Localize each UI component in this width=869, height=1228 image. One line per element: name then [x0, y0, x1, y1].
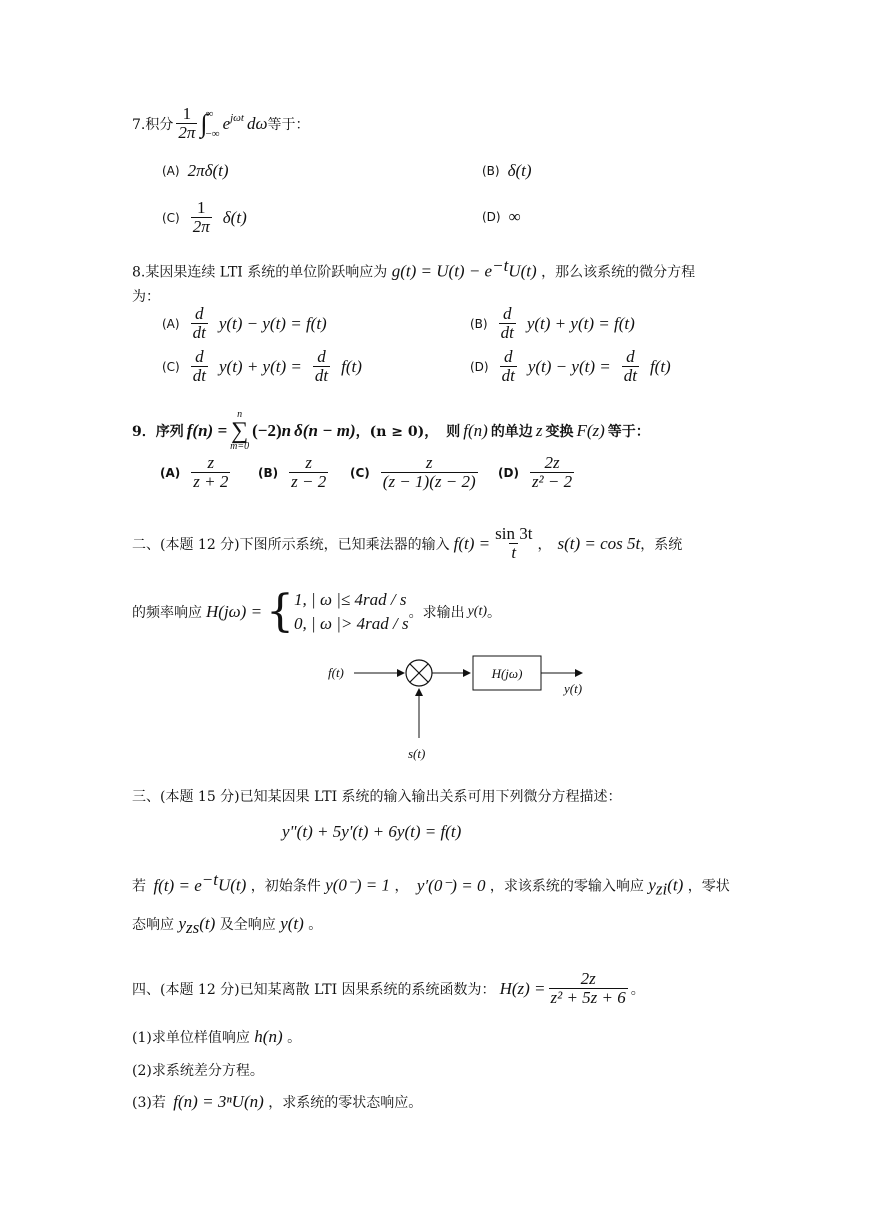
q7-integral-sign: ∫ [200, 108, 208, 138]
q8-option-c[interactable]: (C) $\frac{d}{dt}$ y(t) + y(t) = $\frac{d}{dt}$ f(t) [162, 347, 362, 385]
q9-option-b[interactable]: (B) $\frac{z}{z - 2}$ [258, 453, 327, 491]
s2-frequency-response: 的频率响应 H(jω) = { 1, | ω |≤ 4rad / s 0, | ω |> 4rad / s 。求输出 y(t) 。 [132, 586, 502, 637]
q8-question: 8.某因果连续 LTI 系统的单位阶跃响应为 $g(t) = U(t) - e^{-t}U(t)$ ，那么该系统的微分方程 [132, 256, 696, 281]
diagram-carrier-label: s(t) [408, 746, 426, 761]
block-diagram [320, 650, 600, 765]
s4-item-2: (2)求系统差分方程。 [132, 1063, 264, 1079]
s2-question: 二、(本题 12 分)下图所示系统，已知乘法器的输入 f(t) = $\frac{\sin 3t}{t}$ ， s(t) = cos 5t ，系统 [132, 524, 683, 562]
s3-line2: 态响应 $y_{zs}(t)$ 及全响应 y(t) 。 [132, 914, 323, 937]
q8-option-b[interactable]: (B) $\frac{d}{dt}$ y(t) + y(t) = f(t) [470, 304, 635, 342]
q9-option-c[interactable]: (C) $\frac{z}{(z - 1)(z - 2)}$ [350, 453, 476, 491]
q8-question-line2: 为： [132, 289, 160, 305]
q9-option-a[interactable]: (A) $\frac{z}{z + 2}$ [160, 453, 229, 491]
q8-option-a[interactable]: (A) $\frac{d}{dt}$ y(t) − y(t) = f(t) [162, 304, 327, 342]
q7-fraction: $\frac{1}{2\pi}$ [178, 104, 196, 142]
q9-option-d[interactable]: (D) $\frac{2z}{\text{z² − 2}}$ [498, 453, 573, 491]
diagram-input-label: f(t) [328, 665, 344, 680]
s3-equation: y"(t) + 5y'(t) + 6y(t) = f(t) [282, 822, 462, 841]
q7-option-d[interactable]: (D) ∞ [482, 207, 521, 226]
s3-conditions: 若 $f(t) = e^{-t}U(t)$ ，初始条件 y(0⁻) = 1 ， y′(0⁻) = 0 ，求该系统的零输入响应 $y_{zi}(t)$ ，零状 [132, 870, 730, 899]
q7-integrand: e [222, 113, 231, 133]
q7-upper-limit: ∞ [205, 107, 214, 120]
s4-item-3: (3)若 f(n) = 3ⁿU(n) ，求系统的零状态响应。 [132, 1092, 423, 1111]
diagram-output-label: y(t) [564, 681, 583, 696]
q8-step-response: g(t) = U(t) − e [391, 261, 493, 281]
filter-block-label: H(jω) [491, 666, 523, 681]
q7-question [132, 105, 310, 142]
q7-suffix: 等于： [267, 116, 310, 133]
q7-exponent: jωt [230, 111, 244, 124]
s4-item-1: (1)求单位样值响应 h(n) 。 [132, 1027, 302, 1046]
s3-question: 三、(本题 15 分)已知某因果 LTI 系统的输入输出关系可用下列微分方程描述： [132, 789, 622, 805]
q7-lower-limit: −∞ [205, 127, 220, 140]
q7-option-c[interactable]: (C) $\frac{1}{2\pi}$ δ(t) [162, 198, 247, 236]
q8-option-d[interactable]: (D) $\frac{d}{dt}$ y(t) − y(t) = $\frac{d}{dt}$ f(t) [470, 347, 671, 385]
multiplier-icon [406, 660, 432, 686]
q9-question: 9．序列 f(n) = n ∑ m=0 (−2) n δ(n − m) ，(n ≥ 0)， 则 f(n) 的单边 z 变换 F(z) 等于： [132, 409, 650, 452]
s4-question: 四、(本题 12 分)已知某离散 LTI 因果系统的系统函数为： H(z) = $\frac{2z}{\text{z² + 5z + 6}}$ 。 [132, 969, 645, 1007]
q7-prefix: 7.积分 [132, 116, 174, 133]
q7-dw: dω [247, 113, 268, 133]
q7-option-a[interactable]: (A) 2πδ(t) [162, 161, 229, 180]
q7-option-b[interactable]: (B) δ(t) [482, 161, 532, 180]
